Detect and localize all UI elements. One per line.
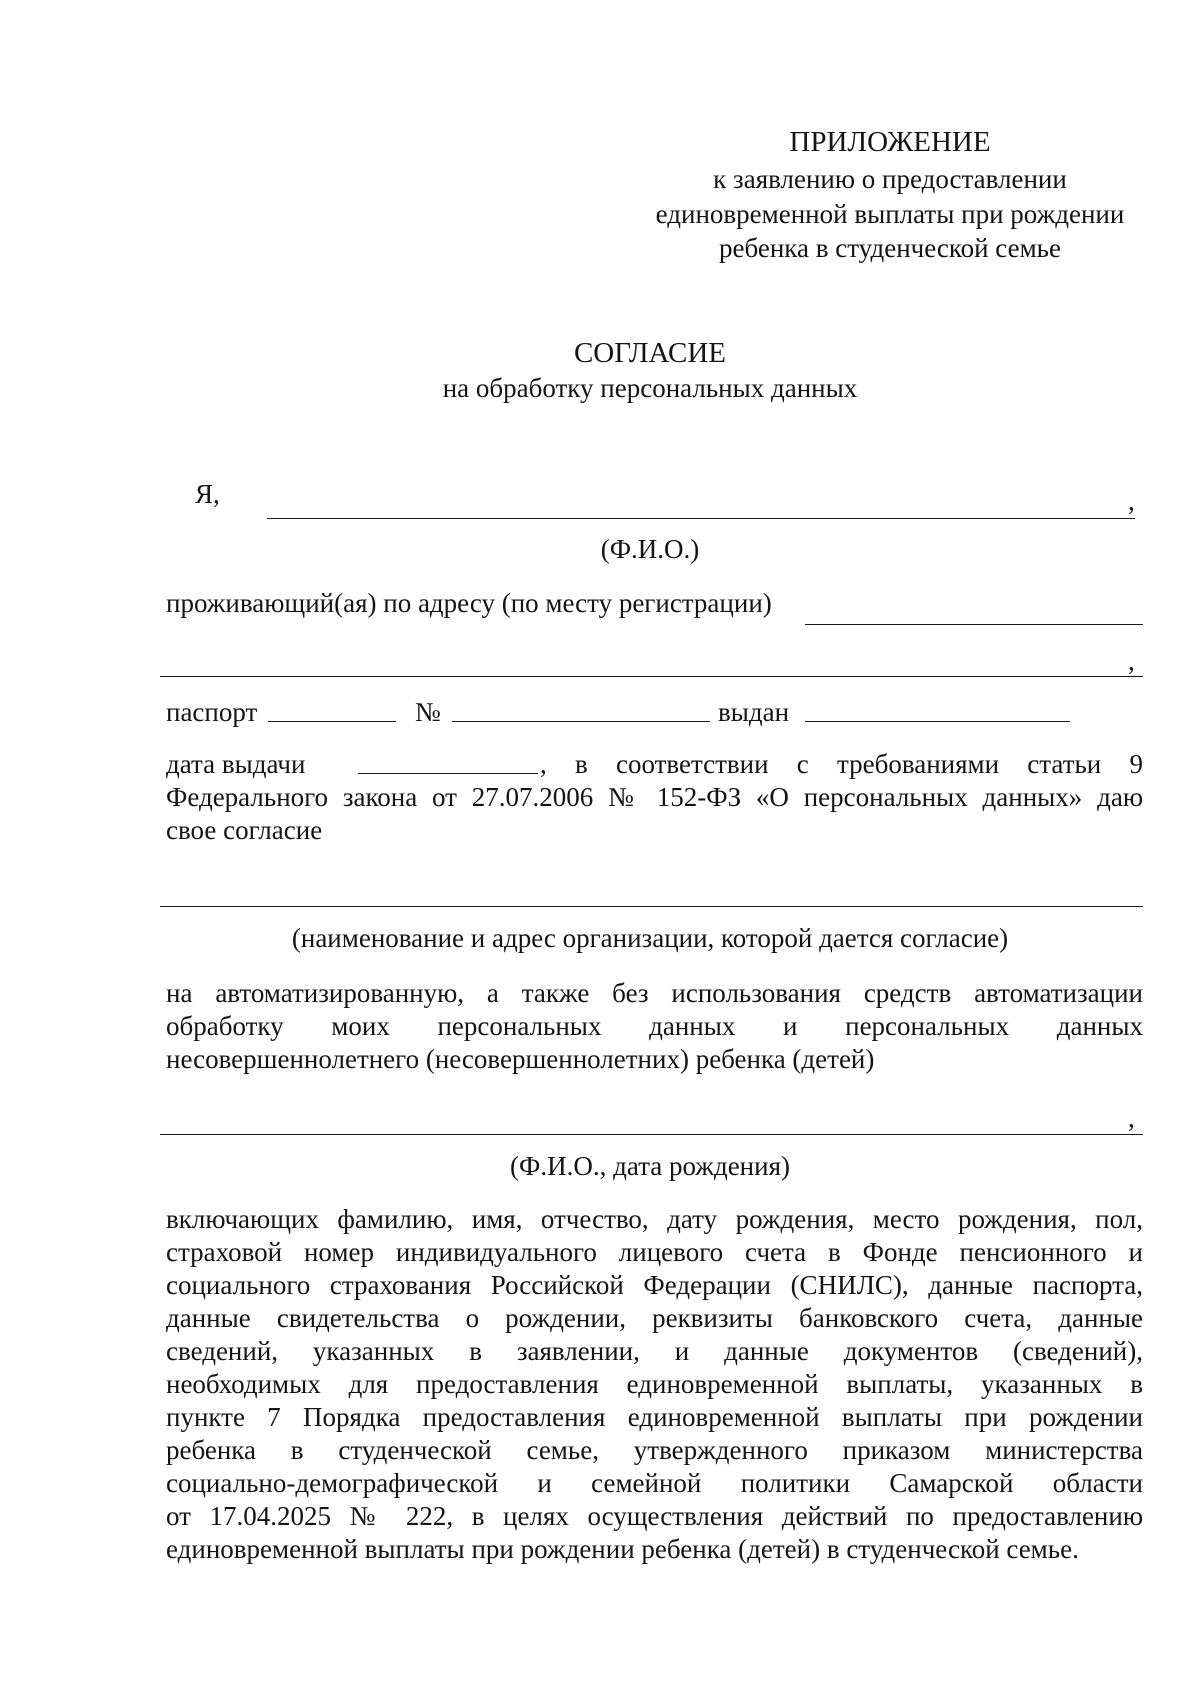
body-line-11: единовременной выплаты при рождении ребенка (детей) в студенческой семье. — [166, 1534, 1079, 1564]
law-line: Федерального закона от 27.07.2006 № 152-ФЗ «О персональных данных» даю — [166, 782, 1143, 812]
fio-input-line[interactable] — [267, 518, 1135, 519]
appendix-line-1: к заявлению о предоставлении — [713, 164, 1067, 194]
issued-by-input[interactable] — [805, 697, 1070, 722]
body-line-8: ребенка в студенческой семье, утвержденного приказом министерства — [166, 1435, 1143, 1465]
passport-number-input[interactable] — [452, 697, 710, 722]
consent-title: СОГЛАСИЕ — [573, 337, 727, 369]
passport-series-input[interactable] — [268, 697, 396, 722]
body-line-6: необходимых для предоставления единовременной выплаты, указанных в — [166, 1369, 1143, 1399]
address-input-line-2[interactable] — [160, 676, 1143, 677]
i-label: Я, — [195, 479, 220, 509]
body-line-7: пункте 7 Порядка предоставления единовременной выплаты при рождении — [166, 1402, 1143, 1432]
fio-caption: (Ф.И.О.) — [600, 534, 700, 564]
body-line-10: от 17.04.2025 № 222, в целях осуществления действий по предоставлению — [166, 1501, 1143, 1531]
child-input-line[interactable] — [160, 1134, 1143, 1135]
passport-number-label: № — [415, 697, 441, 727]
appendix-title: ПРИЛОЖЕНИЕ — [789, 126, 991, 158]
child-comma: , — [1128, 1103, 1135, 1133]
body-line-3: социального страхования Российской Федерации (СНИЛС), данные паспорта, — [166, 1270, 1143, 1300]
processing-line-3: несовершеннолетнего (несовершеннолетних) ребенка (детей) — [166, 1044, 875, 1074]
child-caption: (Ф.И.О., дата рождения) — [510, 1151, 790, 1181]
issue-date-tail: , в соответствии с требованиями статьи 9 — [540, 749, 1143, 779]
issue-date-label: дата выдачи — [166, 749, 306, 779]
fio-comma: , — [1128, 486, 1135, 516]
appendix-line-3: ребенка в студенческой семье — [719, 233, 1061, 263]
organization-input-line[interactable] — [160, 906, 1143, 907]
passport-label: паспорт — [166, 697, 258, 727]
organization-caption: (наименование и адрес организации, которой дается согласие) — [291, 923, 1009, 953]
address-comma: , — [1128, 646, 1135, 676]
issue-date-input[interactable] — [358, 749, 538, 774]
consent-line: свое согласие — [166, 815, 323, 845]
processing-line-1: на автоматизированную, а также без использования средств автоматизации — [166, 978, 1143, 1008]
issued-label: выдан — [718, 697, 790, 727]
body-line-4: данные свидетельства о рождении, реквизиты банковского счета, данные — [166, 1303, 1143, 1333]
body-line-5: сведений, указанных в заявлении, и данные документов (сведений), — [166, 1336, 1143, 1366]
processing-line-2: обработку моих персональных данных и персональных данных — [166, 1011, 1143, 1041]
body-line-9: социально-демографической и семейной политики Самарской области — [166, 1468, 1143, 1498]
address-label: проживающий(ая) по адресу (по месту регистрации) — [166, 588, 772, 618]
address-input-line-1[interactable] — [805, 624, 1143, 625]
consent-subtitle: на обработку персональных данных — [442, 373, 858, 403]
appendix-line-2: единовременной выплаты при рождении — [655, 199, 1125, 229]
body-line-1: включающих фамилию, имя, отчество, дату рождения, место рождения, пол, — [166, 1204, 1143, 1234]
body-line-2: страховой номер индивидуального лицевого счета в Фонде пенсионного и — [166, 1237, 1143, 1267]
